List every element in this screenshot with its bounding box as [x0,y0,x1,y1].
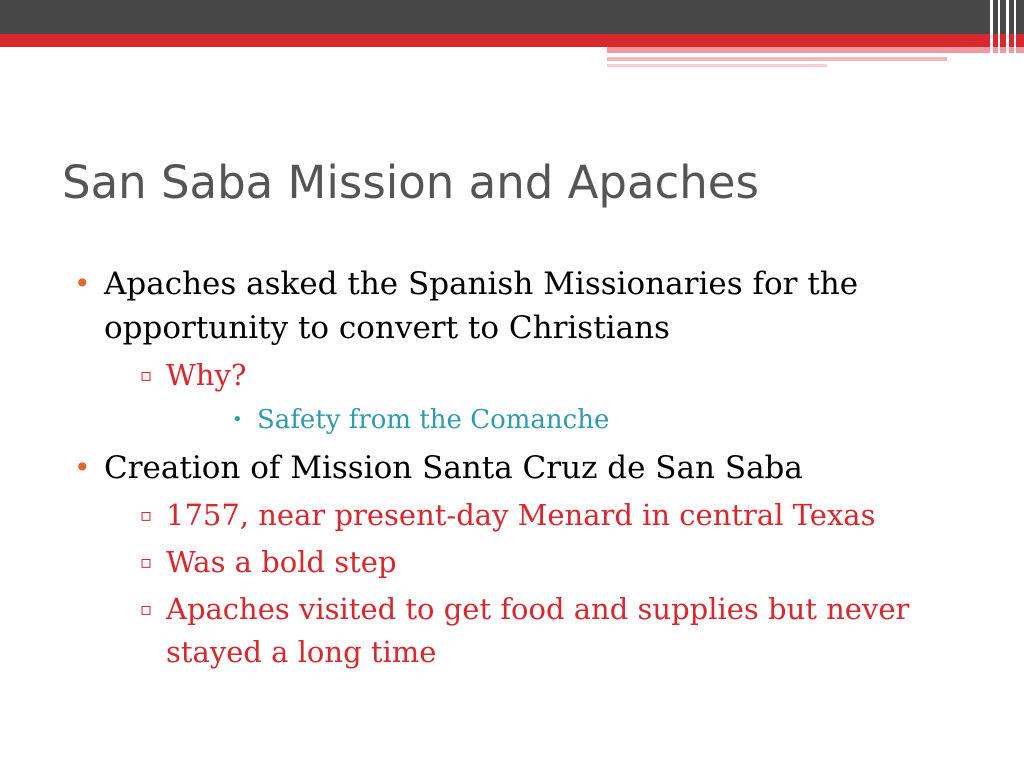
bullet-item [74,446,964,674]
header-accent-line [607,57,947,61]
sub-bullet-item [134,494,964,537]
sub-sub-bullet-list [166,400,964,440]
bullet-item [74,262,964,440]
sub-bullet-text: Was a bold step [166,545,397,579]
square-bullet-icon: ▫ [140,365,153,386]
header-accent-line [607,47,1024,53]
bullet-text: Apaches asked the Spanish Missionaries for the opportunity to convert to Christians [104,266,859,346]
header-stripe [1014,0,1016,74]
header-decoration [0,0,1024,74]
bullet-text: Creation of Mission Santa Cruz de San Saba [104,450,803,486]
bullet-list [74,262,964,680]
header-dark-band [0,0,1024,34]
square-bullet-icon: ▫ [140,599,153,620]
slide-title: San Saba Mission and Apaches [62,156,759,209]
sub-bullet-item [134,588,964,674]
round-bullet-icon: • [74,267,91,300]
sub-bullet-text: 1757, near present-day Menard in central Texas [166,498,876,532]
header-stripe [990,0,993,74]
sub-bullet-text: Why? [166,358,247,392]
sub-bullet-list [104,494,964,674]
sub-bullet-list [104,354,964,440]
sub-bullet-text: Apaches visited to get food and supplies but never stayed a long time [166,592,910,669]
small-round-bullet-icon: • [232,409,243,430]
header-accent-line [607,64,827,67]
sub-sub-bullet-item [228,400,964,440]
round-bullet-icon: • [74,451,91,484]
square-bullet-icon: ▫ [140,505,153,526]
header-red-band [0,34,1024,47]
sub-sub-bullet-text: Safety from the Comanche [257,405,610,435]
header-stripe [1006,0,1009,74]
sub-bullet-item [134,541,964,584]
header-stripe [998,0,1000,74]
sub-bullet-item [134,354,964,440]
square-bullet-icon: ▫ [140,552,153,573]
